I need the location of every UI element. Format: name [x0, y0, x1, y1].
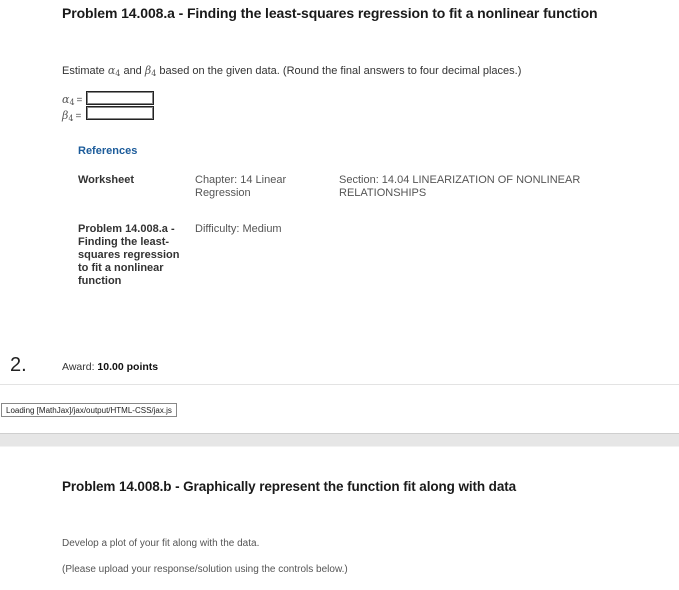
beta-answer-input[interactable] — [86, 106, 154, 120]
section-separator — [0, 433, 679, 447]
beta-label: $\beta_4$ = — [62, 109, 82, 123]
problem-b-title: Problem 14.008.b - Graphically represent the function fit along with data — [62, 479, 517, 494]
mathjax-loading-status: Loading [MathJax]/jax/output/HTML-CSS/jax.js — [1, 403, 177, 417]
references-link[interactable]: References — [78, 145, 138, 157]
divider — [0, 384, 679, 385]
chapter-info: Chapter: 14 Linear Regression — [195, 174, 287, 199]
problem-a-instruction: Estimate $\alpha_4$ and $\beta_4$ based on the given data. (Round the final answers to four decimal places.) — [62, 64, 522, 78]
question-number: 2. — [10, 354, 27, 376]
alpha-label: $\alpha_4$ = — [62, 93, 83, 107]
problem-b-instruction: Develop a plot of your fit along with the data. — [62, 538, 260, 549]
award-points: Award: 10.00 points — [62, 361, 159, 373]
alpha-answer-input[interactable] — [86, 91, 154, 105]
problem-a-title: Problem 14.008.a - Finding the least-squares regression to fit a nonlinear function — [62, 5, 598, 21]
difficulty-label: Difficulty: Medium — [195, 223, 282, 235]
reference-problem-name: Problem 14.008.a - Finding the least- squares regression to fit a nonlinear function — [78, 223, 180, 287]
section-info: Section: 14.04 LINEARIZATION OF NONLINEAR RELATIONSHIPS — [339, 174, 581, 199]
worksheet-label: Worksheet — [78, 174, 135, 186]
problem-b-upload-note: (Please upload your response/solution using the controls below.) — [62, 564, 348, 575]
